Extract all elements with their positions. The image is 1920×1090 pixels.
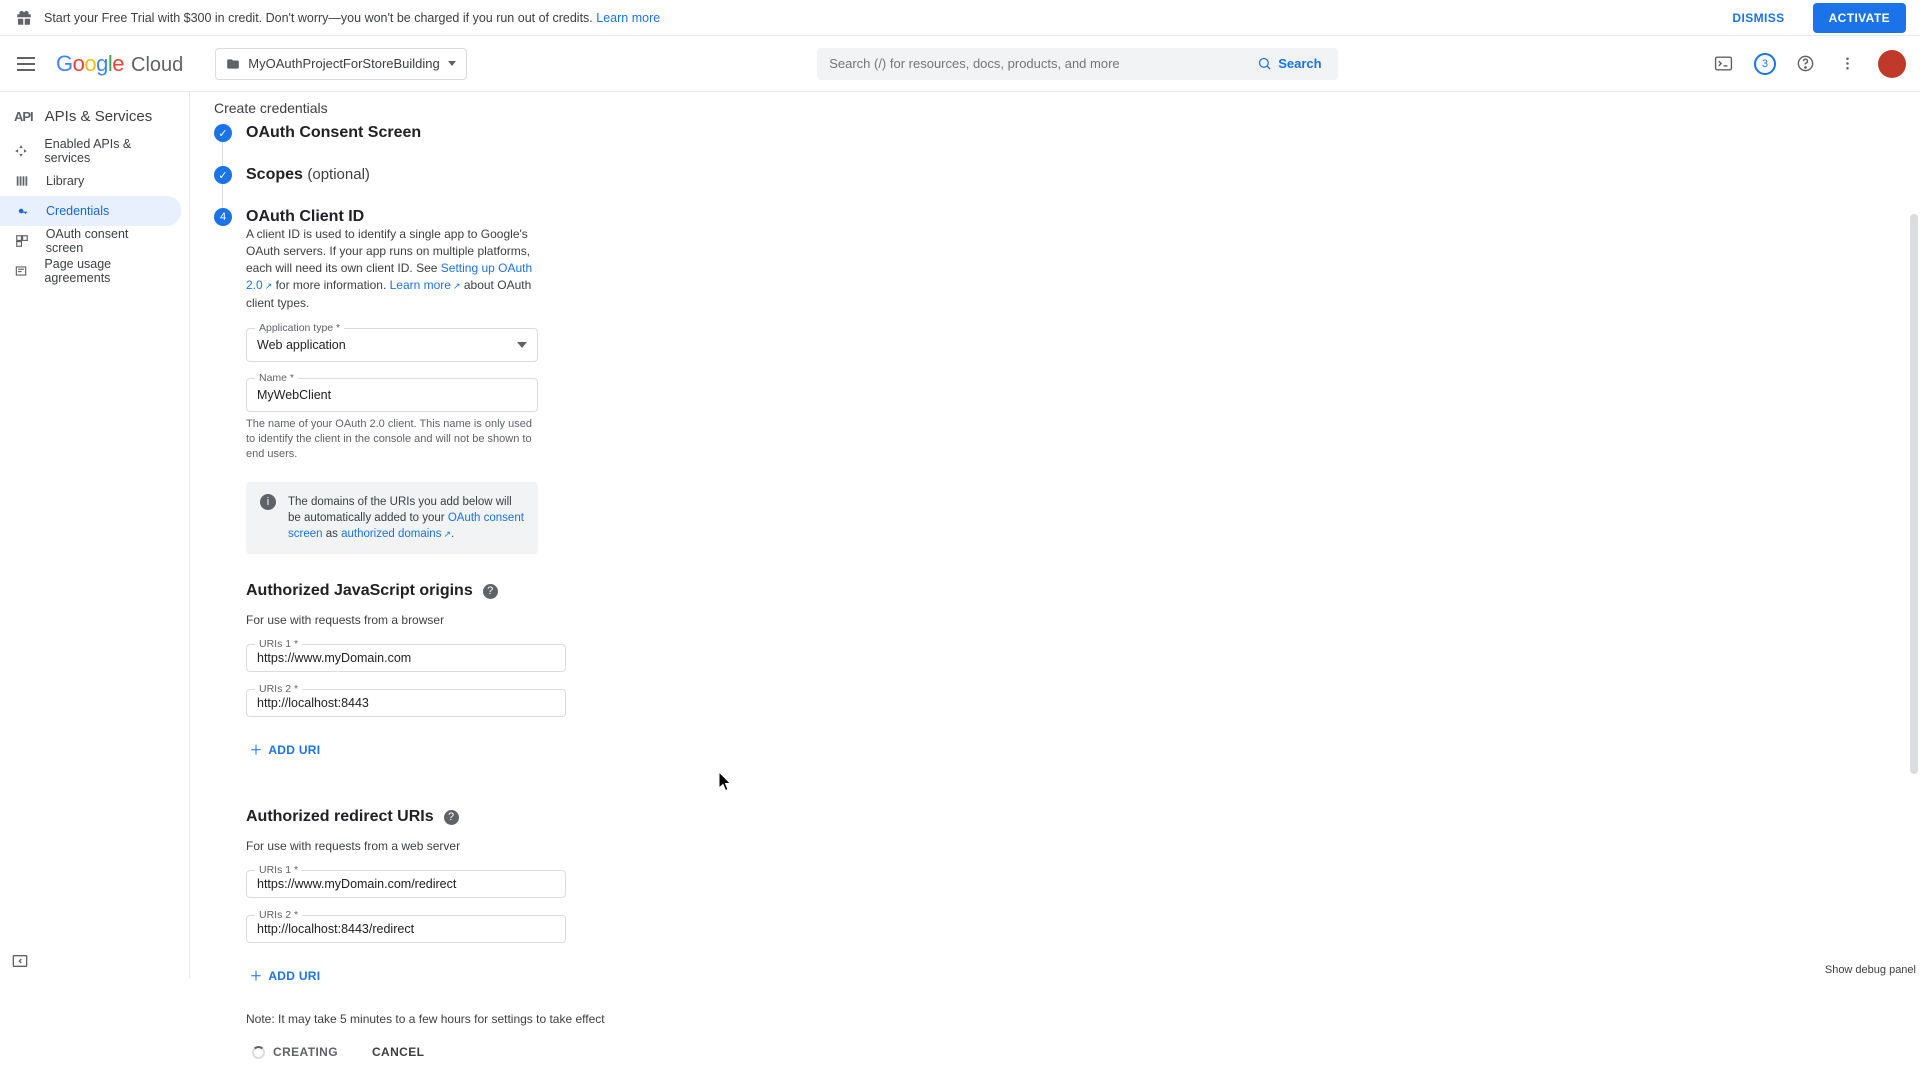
- step-completed-icon: ✓: [214, 166, 232, 184]
- search-icon: [1257, 56, 1272, 71]
- cloud-shell-icon[interactable]: [1712, 52, 1736, 76]
- project-selector[interactable]: [215, 48, 466, 80]
- sidebar-item-label: Page usage agreements: [44, 257, 112, 285]
- application-type-value: Web application: [257, 338, 346, 352]
- redirect-uri-2-label: URIs 2 *: [255, 909, 302, 921]
- search-input[interactable]: [817, 48, 1247, 80]
- creating-button-label: CREATING: [273, 1045, 338, 1059]
- sidebar-item-label: Library: [46, 174, 85, 188]
- settings-note: Note: It may take 5 minutes to a few hours for settings to take effect: [246, 1012, 605, 1026]
- step-scopes[interactable]: [214, 166, 1920, 184]
- step-connector: [222, 142, 223, 166]
- cancel-button[interactable]: CANCEL: [366, 1044, 430, 1060]
- sidebar-item-label: Credentials: [46, 204, 110, 218]
- step-completed-icon: ✓: [214, 124, 232, 142]
- step-title: [246, 166, 370, 184]
- plus-icon: ＋: [250, 969, 263, 983]
- plus-icon: ＋: [250, 743, 263, 757]
- dismiss-button[interactable]: DISMISS: [1724, 5, 1792, 31]
- trial-banner-text: [44, 11, 660, 25]
- redirect-uris-title: [246, 808, 1920, 826]
- agreement-icon: [14, 263, 28, 279]
- library-icon: [14, 173, 30, 189]
- redirect-uri-1-input[interactable]: [246, 864, 566, 898]
- cloud-wordmark: Cloud: [131, 53, 184, 76]
- search-button[interactable]: [1247, 48, 1337, 80]
- redirect-uri-2-value: http://localhost:8443/redirect: [257, 922, 415, 936]
- js-origin-uri-1-input[interactable]: [246, 638, 566, 672]
- step-optional-label: (optional): [307, 166, 370, 183]
- main-content: [190, 92, 1920, 1059]
- sidebar-title: APIs & Services: [44, 107, 153, 125]
- sidebar-item-label: Enabled APIs & services: [44, 137, 132, 165]
- js-origin-uri-1-value: https://www.myDomain.com: [257, 651, 412, 665]
- page-title: Create credentials: [214, 100, 328, 116]
- js-origin-uri-2-input[interactable]: [246, 683, 566, 717]
- info-text-part3: .: [451, 528, 455, 540]
- project-name: MyOAuthProjectForStoreBuilding: [248, 56, 440, 71]
- add-uri-label: ADD URI: [268, 742, 321, 757]
- js-origin-uri-2-value: http://localhost:8443: [257, 696, 369, 710]
- chevron-down-icon: [448, 61, 456, 66]
- scrollable-form: [190, 124, 1920, 1090]
- project-icon: [226, 57, 240, 71]
- top-app-bar: [0, 36, 1920, 92]
- chevron-down-icon: [517, 342, 527, 348]
- client-name-label: Name *: [255, 372, 298, 384]
- help-icon[interactable]: ?: [483, 584, 498, 599]
- step-connector: [222, 184, 223, 208]
- more-options-icon[interactable]: [1836, 52, 1860, 76]
- info-text-part1: The domains of the URIs you add below will be automatically added to your: [288, 496, 512, 524]
- trial-banner-message: Start your Free Trial with $300 in credit. Don't worry—you won't be charged if you run out of credits.: [44, 10, 593, 25]
- client-id-desc-part3: about OAuth client types.: [246, 278, 532, 310]
- setting-up-oauth-link[interactable]: Setting up OAuth 2.0 ↗: [246, 261, 532, 292]
- js-origin-uri-1-label: URIs 1 *: [255, 638, 302, 650]
- collapse-sidebar-icon[interactable]: [12, 953, 28, 972]
- sidebar-item-oauth-consent-screen[interactable]: [0, 226, 181, 256]
- step-oauth-client-id: [214, 208, 1920, 226]
- redirect-uri-2-input[interactable]: [246, 909, 566, 943]
- client-name-value: MyWebClient: [257, 388, 332, 402]
- js-origins-title: [246, 582, 1920, 600]
- redirect-uris-subtitle: For use with requests from a web server: [246, 839, 461, 853]
- add-uri-label: ADD URI: [268, 968, 321, 983]
- client-name-help: The name of your OAuth 2.0 client. This name is only used to identify the client in the console and will not be shown to end users.: [246, 418, 532, 460]
- step-oauth-consent-screen[interactable]: [214, 124, 1920, 142]
- domains-info-box: [246, 482, 538, 554]
- google-cloud-logo[interactable]: [56, 51, 183, 77]
- sidebar-item-label: OAuth consent screen: [45, 227, 129, 255]
- oauth-client-id-body: [214, 226, 1920, 1090]
- google-wordmark: [56, 51, 124, 77]
- activate-button[interactable]: ACTIVATE: [1813, 3, 1906, 33]
- js-origin-uri-2-label: URIs 2 *: [255, 683, 302, 695]
- domains-info-text: [288, 494, 524, 542]
- search-button-label: Search: [1278, 56, 1322, 71]
- info-text-part2: as: [322, 528, 342, 540]
- js-origins-title-text: Authorized JavaScript origins: [246, 582, 473, 599]
- form-actions: [246, 1044, 1920, 1090]
- notifications-badge[interactable]: 3: [1754, 53, 1776, 75]
- sidebar-item-credentials[interactable]: [0, 196, 181, 226]
- step-number-badge: 4: [214, 208, 232, 226]
- page-body: [0, 92, 1920, 1059]
- add-redirect-uri-button[interactable]: [246, 961, 328, 990]
- client-id-desc-part1: A client ID is used to identify a single app to Google's OAuth servers. If your app runs on multiple platforms, each will need its own client ID. See: [246, 227, 531, 275]
- show-debug-panel-link[interactable]: Show debug panel: [1824, 964, 1916, 976]
- api-logo-icon: API: [14, 108, 33, 124]
- key-icon: [14, 203, 30, 219]
- logo-letter-g: G: [56, 50, 73, 76]
- sidebar-header: [0, 96, 189, 136]
- logo-letter-e: e: [112, 50, 125, 76]
- add-js-origin-uri-button[interactable]: [246, 735, 328, 764]
- client-id-description: [246, 226, 546, 312]
- logo-letter-o1: o: [72, 50, 85, 76]
- search-area: [817, 48, 1337, 80]
- redirect-uri-1-value: https://www.myDomain.com/redirect: [257, 877, 457, 891]
- creating-button: [246, 1044, 344, 1060]
- client-name-input[interactable]: [246, 372, 538, 412]
- consent-icon: [14, 233, 30, 249]
- step-title: OAuth Consent Screen: [246, 124, 422, 141]
- sidebar-item-page-usage-agreements[interactable]: [0, 256, 181, 286]
- logo-letter-o2: o: [84, 50, 97, 76]
- hamburger-menu-icon[interactable]: [14, 52, 38, 76]
- client-id-desc-part2: for more information.: [272, 278, 390, 292]
- step-title-text: Scopes: [246, 166, 303, 183]
- logo-letter-g2: g: [96, 50, 108, 76]
- logo-letter-l: l: [107, 50, 113, 76]
- banner-learn-more-link[interactable]: Learn more: [596, 10, 661, 25]
- help-icon[interactable]: [1794, 52, 1818, 76]
- step-title: OAuth Client ID: [246, 208, 365, 225]
- redirect-uri-1-label: URIs 1 *: [255, 864, 302, 876]
- application-type-select[interactable]: [246, 322, 538, 362]
- info-icon: i: [260, 494, 276, 510]
- redirect-uris-title-text: Authorized redirect URIs: [246, 808, 434, 825]
- avatar[interactable]: [1878, 50, 1906, 78]
- banner-actions: [1724, 3, 1906, 33]
- sidebar: [0, 92, 190, 978]
- gift-icon: [14, 8, 34, 28]
- help-icon[interactable]: ?: [444, 810, 459, 825]
- loading-spinner-icon: [252, 1046, 265, 1059]
- learn-more-link[interactable]: Learn more ↗: [390, 278, 461, 292]
- authorized-domains-link[interactable]: authorized domains ↗: [341, 528, 451, 540]
- free-trial-banner: [0, 0, 1920, 36]
- oauth-consent-screen-link[interactable]: OAuth consent screen: [288, 512, 524, 540]
- sidebar-item-enabled-apis[interactable]: [0, 136, 181, 166]
- topbar-actions: [1688, 50, 1906, 78]
- sidebar-item-library[interactable]: [0, 166, 181, 196]
- dashboard-icon: [14, 143, 28, 159]
- application-type-label: Application type *: [255, 322, 344, 334]
- js-origins-subtitle: For use with requests from a browser: [246, 613, 445, 627]
